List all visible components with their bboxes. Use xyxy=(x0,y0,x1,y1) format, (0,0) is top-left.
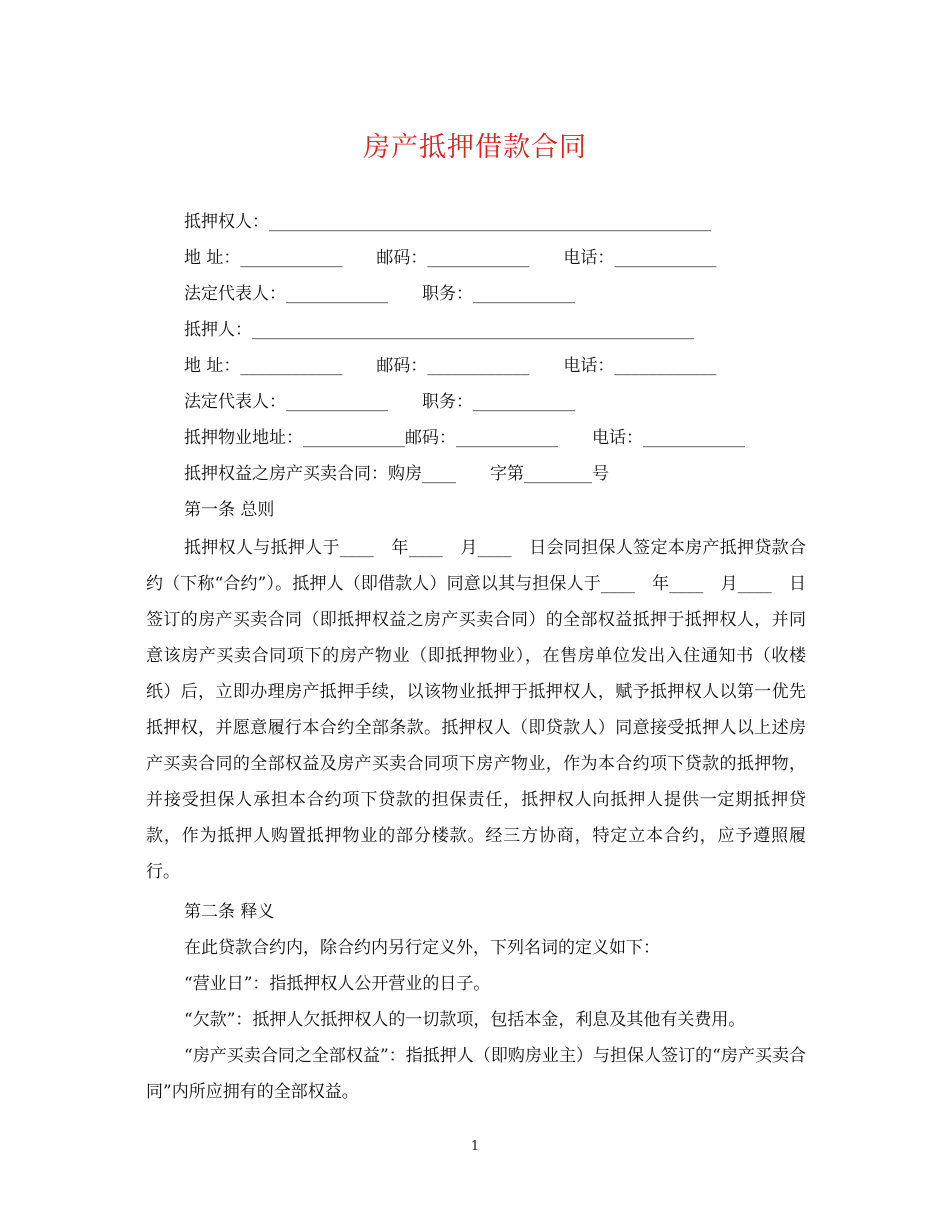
section-1-heading: 第一条 总则 xyxy=(184,500,275,520)
field-mortgagee-address: 地 址：____________ 邮码：____________ 电话：____________ xyxy=(184,248,717,268)
definition-debt: “欠款”：抵押人欠抵押权人的一切款项，包括本金，利息及其他有关费用。 xyxy=(184,1010,746,1030)
document-title: 房产抵押借款合同 xyxy=(363,132,587,163)
field-purchase-contract: 抵押权益之房产买卖合同：购房____ 字第________号 xyxy=(184,464,609,484)
field-mortgagee: 抵押权人：____________________________________________________ xyxy=(184,212,711,232)
field-property-address: 抵押物业地址：____________邮码：____________ 电话：____________ xyxy=(184,428,745,448)
field-mortgagor-address: 地 址：____________ 邮码：____________ 电话：____________ xyxy=(184,356,717,376)
field-mortgagor-representative: 法定代表人：____________ 职务：____________ xyxy=(184,392,575,412)
section-2-intro: 在此贷款合约内，除合约内另行定义外，下列名词的定义如下： xyxy=(184,938,660,958)
section-1-body xyxy=(146,530,806,890)
field-mortgagee-representative: 法定代表人：____________ 职务：____________ xyxy=(184,284,575,304)
section-1-paragraph: 抵押权人与抵押人于____ 年____ 月____ 日会同担保人签定本房产抵押贷款合约（下称“合约”）。抵押人（即借款人）同意以其与担保人于____ 年____ 月____ 日签订的房产买卖合同（即抵押权益之房产买卖合同）的全部权益抵押于抵押权人，并同意该房产买卖合同项下的房产物业（即抵押物业），在售房单位发出入住通知书（收楼纸）后，立即办理房产抵押手续，以该物业抵押于抵押权人，赋予抵押权人以第一优先抵押权，并愿意履行本合约全部条款。抵押权人（即贷款人）同意接受抵押人以上述房产买卖合同的全部权益及房产买卖合同项下房产物业，作为本合约项下贷款的抵押物，并接受担保人承担本合约项下贷款的担保责任，抵押权人向抵押人提供一定期抵押贷款，作为抵押人购置抵押物业的部分楼款。经三方协商，特定立本合约，应予遵照履行。 xyxy=(146,538,806,882)
definition-business-day: “营业日”：指抵押权人公开营业的日子。 xyxy=(184,974,491,994)
section-2-heading: 第二条 释义 xyxy=(184,902,275,922)
definition-contract-rights: “房产买卖合同之全部权益”：指抵押人（即购房业主）与担保人签订的“房产买卖合同”内所应拥有的全部权益。 xyxy=(146,1046,806,1102)
field-mortgagor: 抵押人：____________________________________________________ xyxy=(184,320,694,340)
page-number: 1 xyxy=(470,1139,480,1154)
